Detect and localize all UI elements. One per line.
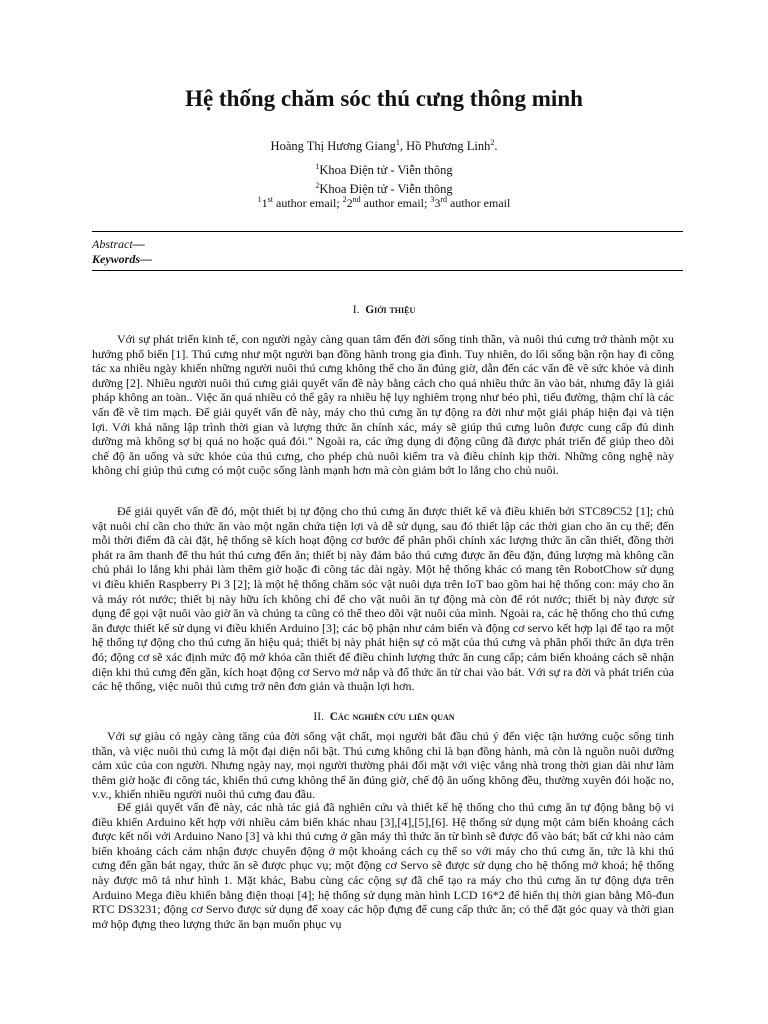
keywords-label: Keywords— bbox=[92, 252, 152, 266]
abstract-dash: — bbox=[132, 237, 145, 251]
author-2-affiliation-mark: 2 bbox=[490, 137, 495, 147]
email-2-lead-mark: 2 bbox=[342, 195, 347, 204]
email-1-text: author email; bbox=[273, 196, 343, 210]
author-emails bbox=[0, 196, 768, 211]
email-2-number: 2 bbox=[346, 196, 353, 210]
affiliation-1-text: Khoa Điện tử - Viễn thông bbox=[319, 163, 453, 177]
affiliation-2-text: Khoa Điện tử - Viễn thông bbox=[319, 182, 453, 196]
author-2: Hồ Phương Linh bbox=[406, 139, 491, 153]
author-1-affiliation-mark: 1 bbox=[395, 137, 400, 147]
email-3-text: author email bbox=[447, 196, 511, 210]
body-paragraph-1: Với sự phát triển kinh tế, con người ngày càng quan tâm đến đời sống tinh thần, và nuôi thú cưng trở thành một xu hướng phổ biến [1]. Thú cưng như một người bạn đồng hành trong gia đình. Tuy nhiên, do lối sống bận rộn hay đi công tác xa nhiều ngày khiến những người nuôi thú cưng không thể cho ăn đúng giờ, dẫn đến các vấn đề về sức khỏe và dinh dưỡng [2]. Nhiều người nuôi thú cưng giải quyết vấn đề này bằng cách cho quá nhiều thức ăn vào bát, nhưng đây là giải pháp không an toàn.. Việc ăn quá nhiều có thể gây ra nhiều hệ lụy nghiêm trọng như béo phì, tiểu đường, thậm chí là các vấn đề về tim mạch. Để giải quyết vấn đề này, máy cho thú cưng ăn tự động ra đời như một giải pháp hiện đại và tiện lợi. Với khả năng lập trình thời gian và lượng thức ăn chính xác, máy sẽ giúp thú cưng luôn được cung cấp đủ dinh dưỡng mà không sợ bị quá no hoặc quá đói." Ngoài ra, các ứng dụng di động cũng đã được phát triển để giúp theo dõi chế độ ăn uống và sức khỏe của thú cưng, cho phép chủ nuôi kiểm tra và điều chỉnh kịp thời. Những công nghệ này không chỉ giúp thú cưng có một cuộc sống lành mạnh hơn mà còn giảm bớt lo lắng cho chủ nuôi. bbox=[92, 332, 674, 478]
email-1-lead-mark: 1 bbox=[257, 195, 262, 204]
email-3-ordinal: rd bbox=[440, 195, 447, 204]
email-2-ordinal: nd bbox=[352, 195, 361, 204]
abstract-bottom-rule bbox=[92, 270, 683, 271]
author-separator: , bbox=[399, 139, 407, 153]
affiliation-2 bbox=[0, 182, 768, 197]
email-1-number: 1 bbox=[261, 196, 268, 210]
body-paragraph-4: Để giải quyết vấn đề này, các nhà tác giả đã nghiên cứu và thiết kế hệ thống cho thú cưng ăn tự động bằng bộ vi điều khiển Arduino kết hợp với nhiều cảm biến khác nhau [3],[4],[5],[6]. Hệ thống sử dụng một cảm biến khoảng cách được kết nối với Arduino Nano [3] và khi thú cưng ở gần máy thì thức ăn từ bình sẽ được đổ vào bát; bất cứ khi nào cảm biến khoảng cách cảm nhận được chuyển động ở một khoảng cách cụ thể so với máy cho thú cưng ăn, tức là khi thú cưng đến gần bát ngay, thức ăn sẽ được phục vụ; một động cơ Servo sẽ được sử dụng cho hệ thống mở khoá; hệ thống này được mô tả như hình 1. Mặt khác, Babu cùng các cộng sự đã chế tạo ra máy cho thú cưng ăn tự động dựa trên Arduino Mega điều khiển bằng điện thoại [4]; hệ thống sử dụng màn hình LCD 16*2 để hiển thị thời gian bằng Mô-đun RTC DS3231; động cơ Servo được sử dụng để xoay các hộp đựng để cung cấp thức ăn; có thể đặt góc quay và thời gian mở hộp đựng theo lượng thức ăn bạn muốn phục vụ bbox=[92, 800, 674, 931]
paper-title: Hệ thống chăm sóc thú cưng thông minh bbox=[185, 86, 583, 111]
email-3-lead-mark: 3 bbox=[430, 195, 435, 204]
abstract-line bbox=[92, 237, 152, 252]
email-3-number: 3 bbox=[434, 196, 441, 210]
abstract-label: Abstract bbox=[92, 237, 133, 251]
section-heading-1 bbox=[0, 304, 768, 316]
abstract-block bbox=[92, 237, 152, 267]
email-2-text: author email; bbox=[360, 196, 431, 210]
author-1: Hoàng Thị Hương Giang bbox=[270, 139, 396, 153]
body-paragraph-3: Với sự giàu có ngày càng tăng của đời sống vật chất, mọi người bắt đầu chú ý đến việc tận hưởng cuộc sống tinh thần, và việc nuôi thú cưng là một đại diện nổi bật. Thú cưng không chỉ là bạn đồng hành, mà còn là nguồn nuôi dưỡng cảm xúc của con người. Nhưng ngày nay, mọi người thường phải đối mặt với việc vắng nhà trong thời gian dài như làm thêm giờ hoặc đi công tác, khiến thú cưng không thể ăn đúng giờ, chế độ ăn uống không đều, thường xuyên đói hoặc no, v.v., khiến nhiều người nuôi thú cưng đau đầu. bbox=[92, 729, 674, 802]
email-1-ordinal: st bbox=[267, 195, 274, 204]
author-line bbox=[0, 139, 768, 154]
affiliation-2-mark: 2 bbox=[315, 180, 320, 190]
section-1-title: Giới thiệu bbox=[365, 304, 416, 316]
section-1-number: I. bbox=[352, 304, 360, 316]
author-line-end: . bbox=[494, 139, 498, 153]
abstract-top-rule bbox=[92, 231, 683, 232]
section-heading-2 bbox=[0, 711, 768, 723]
affiliation-1 bbox=[0, 163, 768, 178]
affiliation-1-mark: 1 bbox=[315, 161, 320, 171]
body-paragraph-2: Để giải quyết vấn đề đó, một thiết bị tự động cho thú cưng ăn được thiết kế và điều khiển bởi STC89C52 [1]; chủ vật nuôi chỉ cần cho thức ăn vào một ngăn chứa tiện lợi và dễ sử dụng, sau đó thiết lập các thời gian cho ăn cụ thể; đến mỗi thời điểm đã cài đặt, hệ thống sẽ kích hoạt động cơ bước để phân phối chính xác lượng thức ăn cần thiết, đồng thời phát ra âm thanh để thu hút thú cưng đến ăn; thiết bị này đảm bảo thú cưng được ăn đều đặn, đúng lượng mà không cần chủ phải lo lắng khi phải làm thêm giờ hoặc đi công tác dài ngày. Một hệ thống khác có mang tên RobotChow sử dụng vi điều khiển Raspberry Pi 3 [2]; là một hệ thống chăm sóc vật nuôi dựa trên IoT bao gồm hai hệ thống con: máy cho ăn và máy rót nước; thiết bị này hữu ích không chỉ để cho vật nuôi ăn tự động mà còn để rót nước; thiết bị này được sử dụng để gọi vật nuôi vào giờ ăn và chúng ta cũng có thể theo dõi vật nuôi của mình. Ngoài ra, các hệ thống cho thú cưng ăn được thiết kế sử dụng vi điều khiển Arduino [3]; các bộ phận như cảm biến và động cơ servo kết hợp lại để tạo ra một hệ thống tự động cho thú cưng ăn hiệu quả; thiết bị này phát hiện sự có mặt của thú cưng và phân phối thức ăn dựa trên đó; động cơ sẽ xác định mức độ mở khóa cần thiết để điều chỉnh lượng thức ăn cung cấp; cảm biến khoảng cách sẽ nhận diện khi thú cưng đến gần, kích hoạt động cơ Servo mở nắp và đổ thức ăn từ chai vào bát. Với sự ra đời và phát triển của các hệ thống, việc nuôi thú cưng trở nên đơn giản và thuận lợi hơn. bbox=[92, 504, 674, 694]
section-2-title: Các nghiên cứu liên quan bbox=[329, 711, 455, 723]
section-2-number: II. bbox=[313, 711, 324, 723]
